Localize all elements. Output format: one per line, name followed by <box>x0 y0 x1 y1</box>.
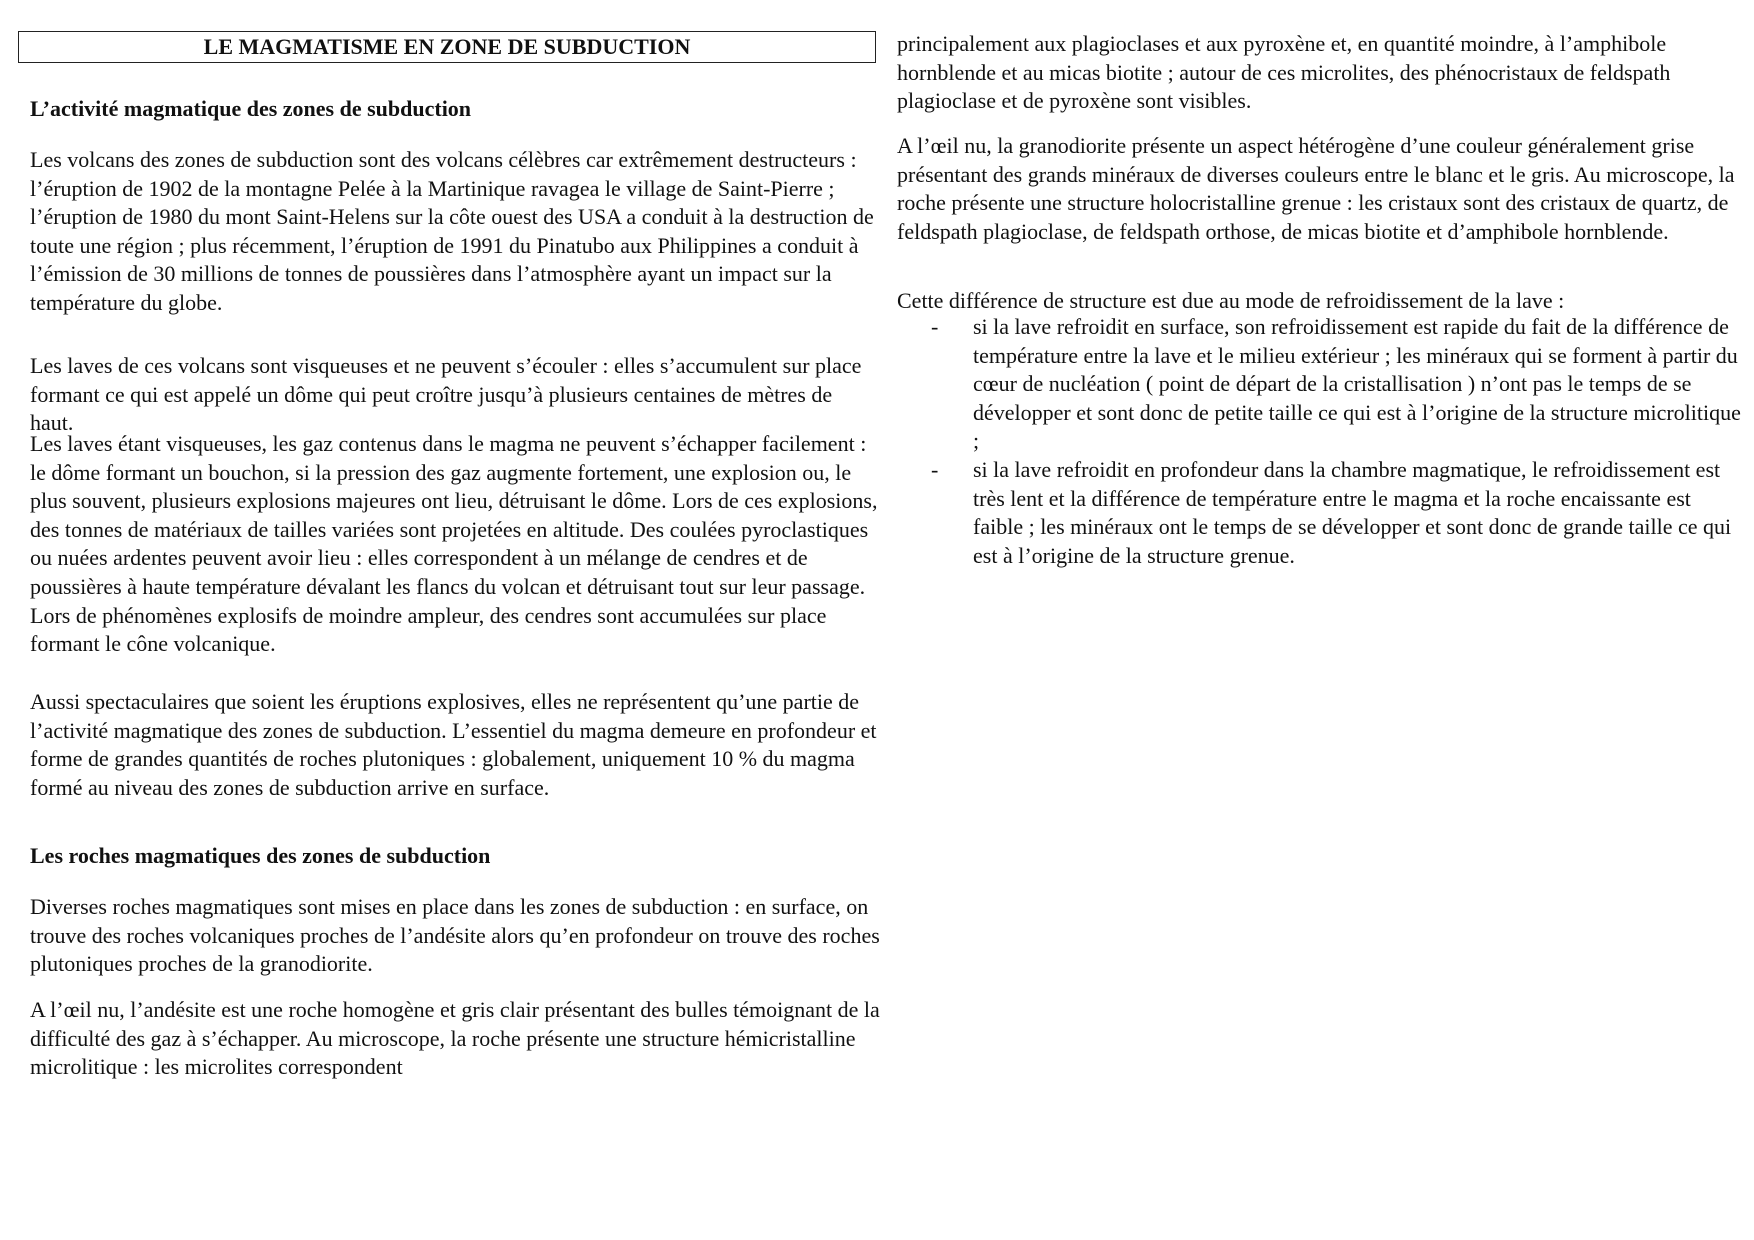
document-title: LE MAGMATISME EN ZONE DE SUBDUCTION <box>18 31 876 63</box>
bullet-dash: - <box>931 314 939 339</box>
paragraph-explosions: Les laves étant visqueuses, les gaz contenus dans le magma ne peuvent s’échapper facilement : le dôme formant un bouchon, si la pression des gaz augmente fortement, une explosion ou, le plus souvent, plusieurs explosions majeures ont lieu, détruisant le dôme. Lors de ces explosions, des tonnes de matériaux de tailles variées sont projetées en altitude. Des coulées pyroclastiques ou nuées ardentes peuvent avoir lieu : elles correspondent à un mélange de cendres et de poussières à haute température dévalant les flancs du volcan et détruisant tout sur leur passage. Lors de phénomènes explosifs de moindre ampleur, des cendres sont accumulées sur place formant le cône volcanique. <box>30 431 878 657</box>
paragraph-andesite: A l’œil nu, l’andésite est une roche homogène et gris clair présentant des bulles témoignant de la difficulté des gaz à s’échapper. Au microscope, la roche présente une structure hémicristalline microlitique : les microlites correspondent <box>30 997 880 1080</box>
bullet-text-depth-cooling: si la lave refroidit en profondeur dans la chambre magmatique, le refroidissement est très lent et la différence de température entre le magma et la roche encaissante est faible ; les minéraux ont le temps de se développer et sont donc de grande taille ce qui est à l’origine de la structure grenue. <box>973 456 1732 568</box>
paragraph-famous-volcanoes: Les volcans des zones de subduction sont des volcans célèbres car extrêmement destructeurs : l’éruption de 1902 de la montagne Pelée à la Martinique ravagea le village de Saint-Pierre ; l’éruption de 1980 du mont Saint-Helens sur la côte ouest des USA a conduit à la destruction de toute une région ; plus récemment, l’éruption de 1991 du Pinatubo aux Philippines a conduit à l’émission de 30 millions de tonnes de poussières dans l’atmosphère ayant un impact sur la température du globe. <box>30 147 874 315</box>
list-item <box>897 456 1742 570</box>
cooling-bullet-list <box>897 313 1742 570</box>
bullet-dash: - <box>931 456 939 482</box>
list-item <box>897 313 1742 456</box>
section-heading-activity: L’activité magmatique des zones de subduction <box>30 96 472 121</box>
paragraph-granodiorite: A l’œil nu, la granodiorite présente un aspect hétérogène d’une couleur généralement grise présentant des grands minéraux de diverses couleurs entre le blanc et le gris. Au microscope, la roche présente une structure holocristalline grenue : les cristaux sont des cristaux de quartz, de feldspath plagioclase, de feldspath orthose, de micas biotite et d’amphibole hornblende. <box>897 133 1735 244</box>
paragraph-andesite-continued: principalement aux plagioclases et aux pyroxène et, en quantité moindre, à l’amphibole hornblende et au micas biotite ; autour de ces microlites, des phénocristaux de feldspath plagioclase et de pyroxène sont visibles. <box>897 31 1671 114</box>
paragraph-viscous-lava: Les laves de ces volcans sont visqueuses et ne peuvent s’écouler : elles s’accumulent sur place formant ce qui est appelé un dôme qui peut croître jusqu’à plusieurs centaines de mètres de haut. <box>30 353 862 436</box>
bullet-text-surface-cooling: si la lave refroidit en surface, son refroidissement est rapide du fait de la différence de température entre la lave et le milieu extérieur ; les minéraux qui se forment à partir du cœur de nucléation ( point de départ de la cristallisation ) n’ont pas le temps de se développer et sont donc de petite taille ce qui est à l’origine de la structure microlitique ; <box>973 314 1741 454</box>
paragraph-cooling-intro: Cette différence de structure est due au mode de refroidissement de la lave : <box>897 288 1565 313</box>
paragraph-plutonic-activity: Aussi spectaculaires que soient les éruptions explosives, elles ne représentent qu’une partie de l’activité magmatique des zones de subduction. L’essentiel du magma demeure en profondeur et forme de grandes quantités de roches plutoniques : globalement, uniquement 10 % du magma formé au niveau des zones de subduction arrive en surface. <box>30 689 877 800</box>
paragraph-rock-types: Diverses roches magmatiques sont mises en place dans les zones de subduction : en surface, on trouve des roches volcaniques proches de l’andésite alors qu’en profondeur on trouve des roches plutoniques proches de la granodiorite. <box>30 894 880 977</box>
section-heading-rocks: Les roches magmatiques des zones de subduction <box>30 843 491 868</box>
